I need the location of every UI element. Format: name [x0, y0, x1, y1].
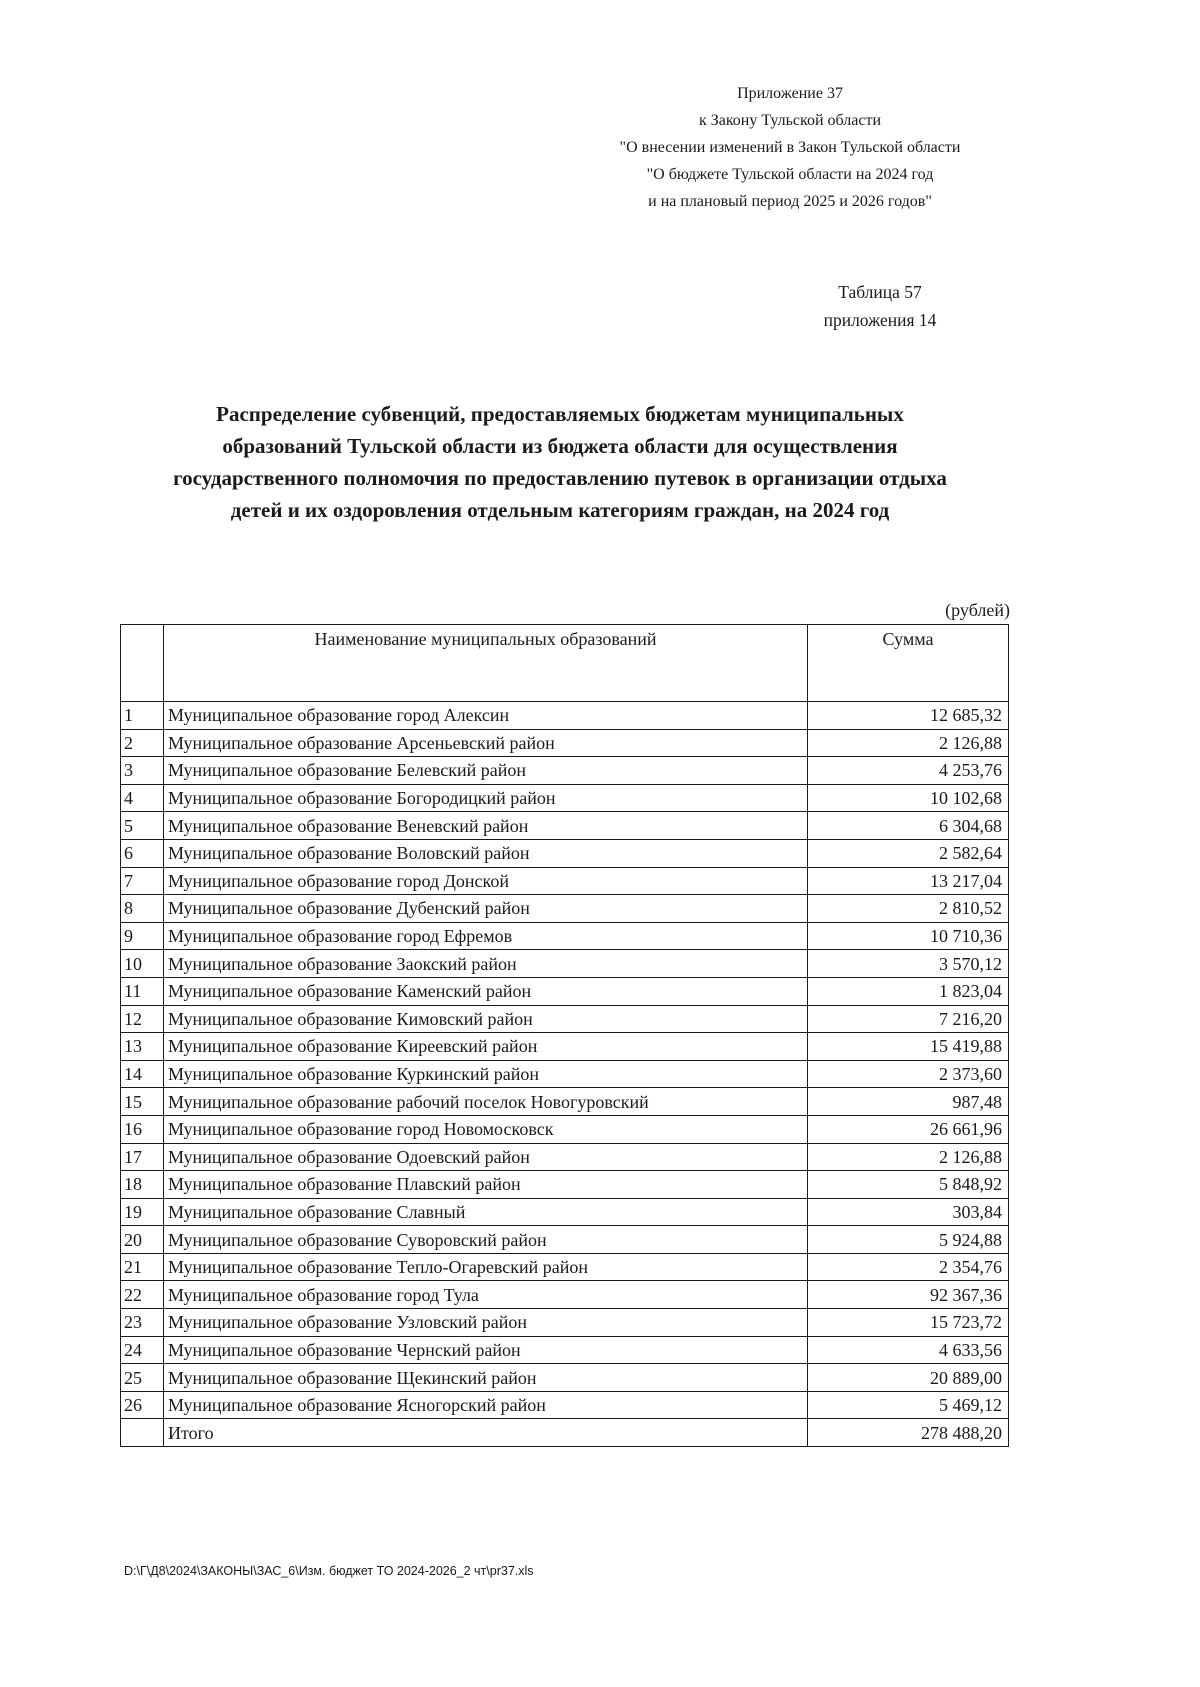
- municipality-name: Муниципальное образование Богородицкий район: [164, 784, 808, 812]
- municipality-name: Муниципальное образование Белевский район: [164, 757, 808, 785]
- table-row: [121, 812, 1009, 840]
- row-number: 22: [121, 1281, 164, 1309]
- table-row: [121, 729, 1009, 757]
- municipality-name: Муниципальное образование Киреевский район: [164, 1033, 808, 1061]
- municipality-name: Муниципальное образование Куркинский район: [164, 1060, 808, 1088]
- municipality-name: Муниципальное образование рабочий поселок Новогуровский: [164, 1088, 808, 1116]
- table-row: [121, 1060, 1009, 1088]
- row-number: 17: [121, 1143, 164, 1171]
- table-row: [121, 1033, 1009, 1061]
- row-number: 26: [121, 1391, 164, 1419]
- municipality-name: Муниципальное образование город Алексин: [164, 702, 808, 730]
- municipality-name: Муниципальное образование Славный: [164, 1198, 808, 1226]
- table-row: [121, 1115, 1009, 1143]
- amount-value: 13 217,04: [808, 867, 1009, 895]
- table-row: [121, 1336, 1009, 1364]
- municipality-name: Муниципальное образование Плавский район: [164, 1171, 808, 1199]
- amount-value: 2 810,52: [808, 895, 1009, 923]
- row-number: 14: [121, 1060, 164, 1088]
- row-number: 1: [121, 702, 164, 730]
- municipality-name: Муниципальное образование город Тула: [164, 1281, 808, 1309]
- amount-value: 2 582,64: [808, 839, 1009, 867]
- municipality-name: Муниципальное образование город Ефремов: [164, 922, 808, 950]
- municipality-name: Муниципальное образование Одоевский район: [164, 1143, 808, 1171]
- amount-value: 5 469,12: [808, 1391, 1009, 1419]
- appendix-line: Приложение 37: [737, 85, 843, 102]
- amount-value: 7 216,20: [808, 1005, 1009, 1033]
- table-row: [121, 1226, 1009, 1254]
- row-number: 5: [121, 812, 164, 840]
- amount-value: 303,84: [808, 1198, 1009, 1226]
- table-row: [121, 950, 1009, 978]
- row-number: 23: [121, 1309, 164, 1337]
- row-number: 16: [121, 1115, 164, 1143]
- amount-value: 26 661,96: [808, 1115, 1009, 1143]
- row-number: 10: [121, 950, 164, 978]
- municipality-name: Муниципальное образование Чернский район: [164, 1336, 808, 1364]
- units-label: (рублей): [945, 600, 1010, 620]
- row-number: 20: [121, 1226, 164, 1254]
- table-row: [121, 1143, 1009, 1171]
- appendix-line: "О внесении изменений в Закон Тульской области: [619, 139, 961, 156]
- row-number: 24: [121, 1336, 164, 1364]
- municipality-name: Итого: [164, 1419, 808, 1447]
- amount-value: 12 685,32: [808, 702, 1009, 730]
- amount-value: 2 126,88: [808, 1143, 1009, 1171]
- municipality-name: Муниципальное образование Арсеньевский район: [164, 729, 808, 757]
- row-number: 12: [121, 1005, 164, 1033]
- row-number: 9: [121, 922, 164, 950]
- amount-value: 2 373,60: [808, 1060, 1009, 1088]
- row-number: 7: [121, 867, 164, 895]
- appendix-line: к Закону Тульской области: [698, 112, 882, 129]
- municipality-name: Муниципальное образование Кимовский район: [164, 1005, 808, 1033]
- document-title: [110, 398, 1010, 526]
- table-row: [121, 1198, 1009, 1226]
- municipality-name: Муниципальное образование Ясногорский район: [164, 1391, 808, 1419]
- municipality-name: Муниципальное образование Воловский район: [164, 839, 808, 867]
- title-line: детей и их оздоровления отдельным категориям граждан, на 2024 год: [230, 498, 890, 522]
- amount-value: 92 367,36: [808, 1281, 1009, 1309]
- amount-value: 2 126,88: [808, 729, 1009, 757]
- row-number: 19: [121, 1198, 164, 1226]
- table-total-row: [121, 1419, 1009, 1447]
- amount-value: 3 570,12: [808, 950, 1009, 978]
- municipality-name: Муниципальное образование Заокский район: [164, 950, 808, 978]
- row-number: 13: [121, 1033, 164, 1061]
- row-number: 25: [121, 1364, 164, 1392]
- amount-value: 5 848,92: [808, 1171, 1009, 1199]
- amount-value: 15 419,88: [808, 1033, 1009, 1061]
- table-row: [121, 977, 1009, 1005]
- table-row: [121, 1253, 1009, 1281]
- appendix-number: приложения 14: [823, 310, 937, 330]
- municipality-name: Муниципальное образование Щекинский район: [164, 1364, 808, 1392]
- amount-value: 1 823,04: [808, 977, 1009, 1005]
- table-row: [121, 1088, 1009, 1116]
- amount-value: 10 102,68: [808, 784, 1009, 812]
- title-line: государственного полномочия по предоставлению путевок в организации отдыха: [173, 466, 947, 490]
- title-line: Распределение субвенций, предоставляемых бюджетам муниципальных: [216, 402, 904, 426]
- amount-value: 10 710,36: [808, 922, 1009, 950]
- title-line: образований Тульской области из бюджета области для осуществления: [222, 434, 898, 458]
- table-row: [121, 1171, 1009, 1199]
- appendix-line: "О бюджете Тульской области на 2024 год: [646, 166, 934, 183]
- column-header-amount: Сумма: [808, 625, 1009, 702]
- table-reference: [780, 278, 980, 334]
- municipality-name: Муниципальное образование Суворовский район: [164, 1226, 808, 1254]
- row-number: 3: [121, 757, 164, 785]
- row-number: 8: [121, 895, 164, 923]
- municipality-name: Муниципальное образование Каменский район: [164, 977, 808, 1005]
- file-path-footer: D:\Г\Д8\2024\ЗАКОНЫ\ЗАС_6\Изм. бюджет ТО 2024-2026_2 чт\pr37.xls: [124, 1564, 534, 1578]
- table-header-row: [121, 625, 1009, 702]
- row-number: 2: [121, 729, 164, 757]
- municipality-name: Муниципальное образование Дубенский район: [164, 895, 808, 923]
- table-row: [121, 1391, 1009, 1419]
- table-number: Таблица 57: [838, 282, 922, 302]
- table-row: [121, 1309, 1009, 1337]
- table-row: [121, 895, 1009, 923]
- municipality-name: Муниципальное образование Тепло-Огаревский район: [164, 1253, 808, 1281]
- table-row: [121, 784, 1009, 812]
- table-row: [121, 757, 1009, 785]
- amount-value: 4 633,56: [808, 1336, 1009, 1364]
- row-number: 21: [121, 1253, 164, 1281]
- appendix-header: [560, 80, 1020, 215]
- amount-value: 278 488,20: [808, 1419, 1009, 1447]
- table-row: [121, 1364, 1009, 1392]
- table-row: [121, 1281, 1009, 1309]
- row-number: 6: [121, 839, 164, 867]
- amount-value: 2 354,76: [808, 1253, 1009, 1281]
- municipality-name: Муниципальное образование Веневский район: [164, 812, 808, 840]
- row-number: 18: [121, 1171, 164, 1199]
- table-row: [121, 702, 1009, 730]
- municipality-name: Муниципальное образование Узловский район: [164, 1309, 808, 1337]
- amount-value: 987,48: [808, 1088, 1009, 1116]
- appendix-line: и на плановый период 2025 и 2026 годов": [648, 193, 932, 210]
- table-row: [121, 867, 1009, 895]
- municipality-name: Муниципальное образование город Донской: [164, 867, 808, 895]
- row-number: 11: [121, 977, 164, 1005]
- column-header-number: [121, 625, 164, 702]
- municipality-name: Муниципальное образование город Новомосковск: [164, 1115, 808, 1143]
- row-number: 15: [121, 1088, 164, 1116]
- row-number: 4: [121, 784, 164, 812]
- table-body: [121, 702, 1009, 1447]
- amount-value: 20 889,00: [808, 1364, 1009, 1392]
- table-row: [121, 1005, 1009, 1033]
- amount-value: 4 253,76: [808, 757, 1009, 785]
- amount-value: 15 723,72: [808, 1309, 1009, 1337]
- row-number: [121, 1419, 164, 1447]
- amount-value: 5 924,88: [808, 1226, 1009, 1254]
- table-row: [121, 922, 1009, 950]
- subvention-table: [120, 624, 1009, 1447]
- table-row: [121, 839, 1009, 867]
- amount-value: 6 304,68: [808, 812, 1009, 840]
- column-header-name: Наименование муниципальных образований: [164, 625, 808, 702]
